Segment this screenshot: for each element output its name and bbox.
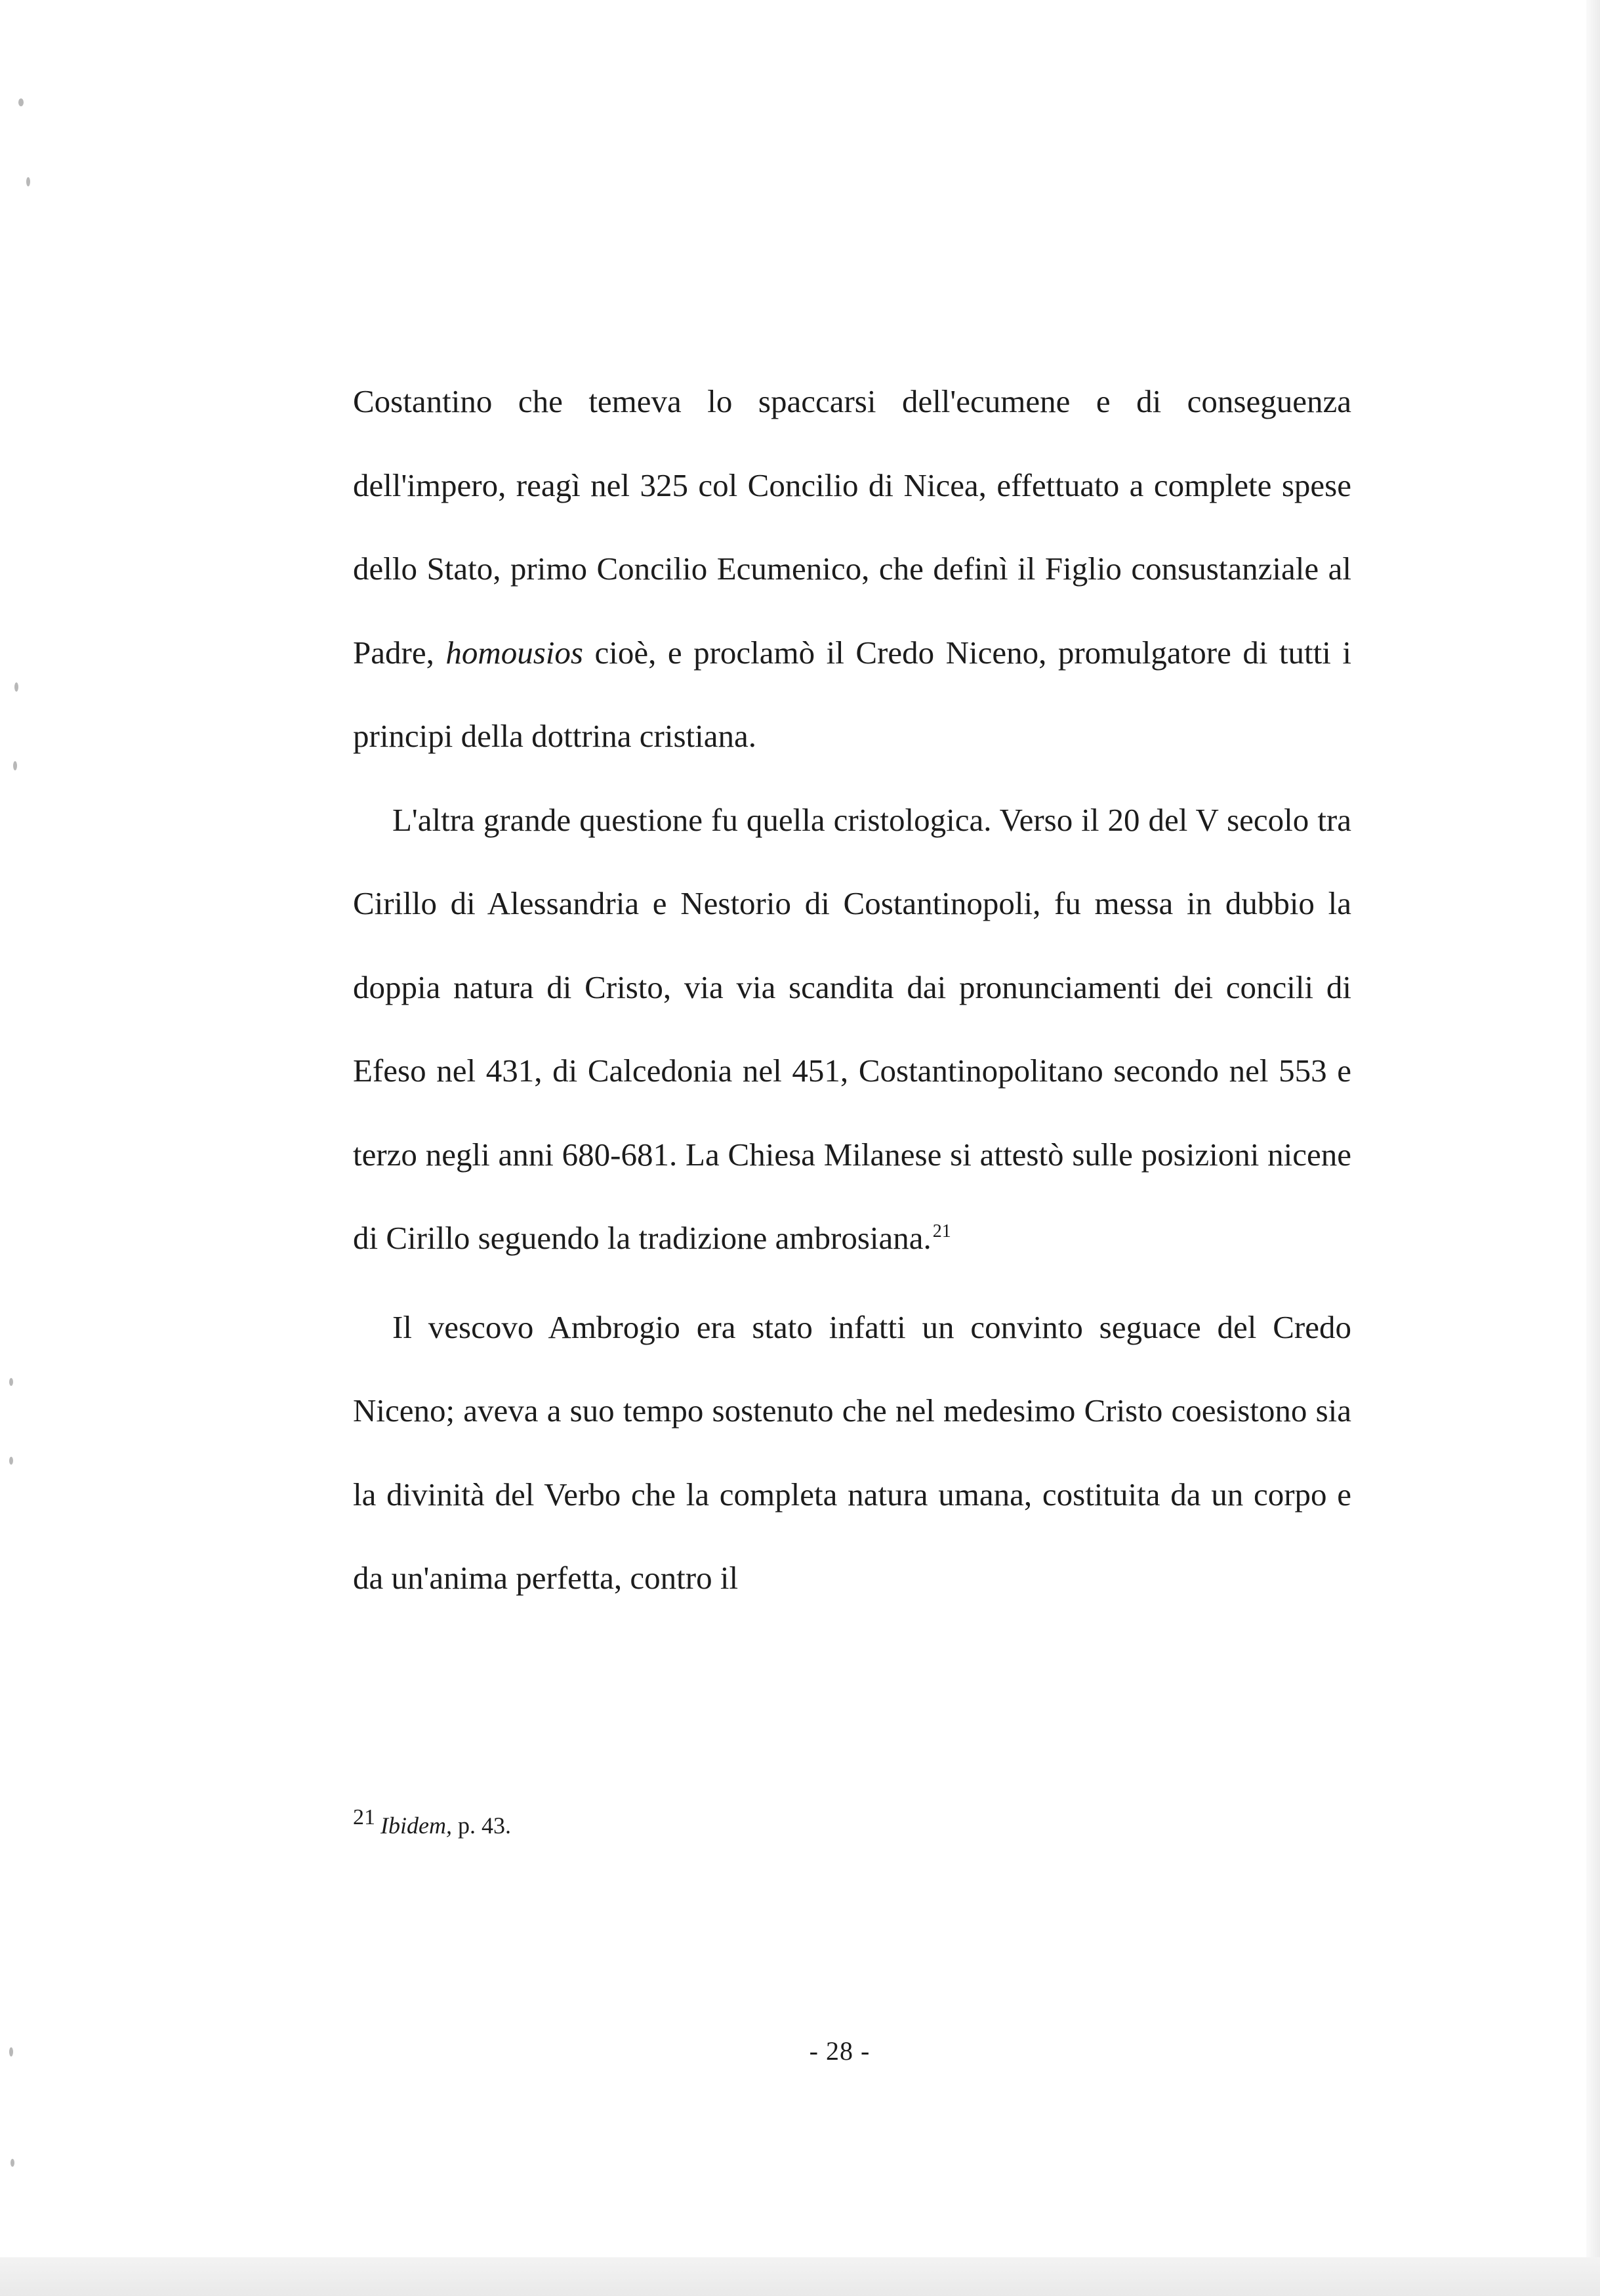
footnote-block	[353, 1806, 511, 1847]
scan-speck	[26, 177, 30, 186]
scan-speck	[9, 1378, 13, 1386]
scan-edge-bottom	[0, 2257, 1600, 2296]
paragraph-1	[353, 360, 1351, 778]
footnote-number: 21	[353, 1805, 375, 1829]
scan-speck	[14, 682, 18, 692]
scan-edge-right	[1586, 0, 1600, 2296]
footnote-reference: 21	[932, 1221, 951, 1242]
paragraph-2	[353, 778, 1351, 1285]
paragraph-1-italic-term: homousios	[445, 634, 583, 671]
body-text	[353, 360, 1351, 1620]
scan-speck	[9, 1457, 13, 1465]
paragraph-2-text: L'altra grande questione fu quella cristologica. Verso il 20 del V secolo tra Cirillo di Alessandria e Nestorio di Costantinopoli, fu messa in dubbio la doppia natura di Cristo, via via scandita dai pronunciamenti dei concili di Efeso nel 431, di Calcedonia nel 451, Costantinopolitano secondo nel 553 e terzo negli anni 680-681. La Chiesa Milanese si attestò sulle posizioni nicene di Cirillo seguendo la tradizione ambrosiana.	[353, 801, 1351, 1256]
footnote-page: p. 43.	[457, 1812, 511, 1839]
paragraph-3	[353, 1285, 1351, 1620]
scan-speck	[18, 98, 24, 106]
footnote-source: Ibidem,	[380, 1812, 452, 1839]
scan-speck	[13, 761, 17, 770]
paragraph-1-text-a: Costantino che temeva lo spaccarsi dell'ecumene e di conseguenza dell'impero, reagì nel 325 col Concilio di Nicea, effettuato a complete spese dello Stato, primo Concilio Ecumenico, che definì il Figlio consustanziale al Padre,	[353, 383, 1351, 671]
paragraph-3-text: Il vescovo Ambrogio era stato infatti un convinto seguace del Credo Niceno; aveva a suo tempo sostenuto che nel medesimo Cristo coesistono sia la divinità del Verbo che la completa natura umana, costituita da un corpo e da un'anima perfetta, contro il	[353, 1308, 1351, 1596]
scan-speck	[10, 2159, 14, 2167]
paragraph-1-text-b: cioè, e proclamò il Credo Niceno, promulgatore di tutti i principi della dottrina cristiana.	[353, 634, 1351, 754]
page-number: - 28 -	[809, 2036, 871, 2066]
